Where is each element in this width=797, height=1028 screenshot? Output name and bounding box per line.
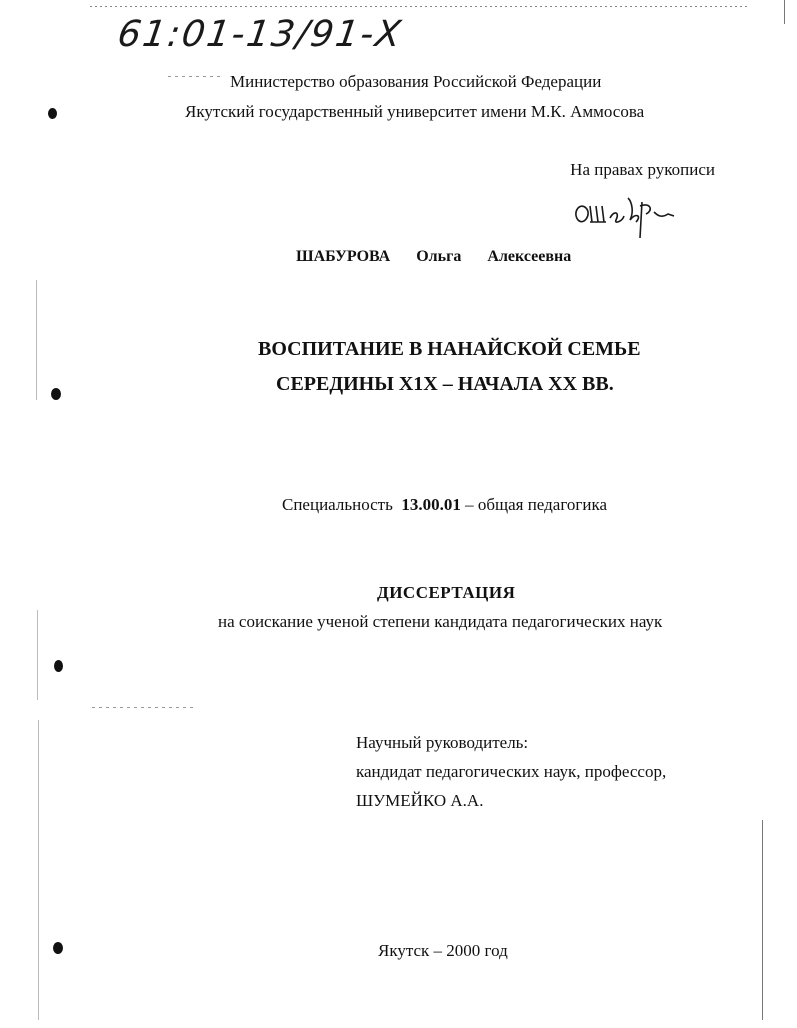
binding-hole-mark bbox=[51, 388, 61, 400]
signature-icon bbox=[570, 192, 680, 242]
binding-hole-mark bbox=[48, 108, 57, 119]
document-type: ДИССЕРТАЦИЯ bbox=[377, 583, 516, 602]
scan-top-rule bbox=[90, 6, 750, 7]
specialty-code: 13.00.01 bbox=[401, 495, 461, 514]
specialty-name: – общая педагогика bbox=[460, 495, 607, 514]
scan-edge-line bbox=[784, 0, 785, 24]
author-full-name bbox=[296, 248, 571, 266]
ministry-name: Министерство образования Российской Федерации bbox=[230, 72, 602, 91]
scan-dash-line bbox=[168, 76, 223, 77]
dissertation-title-line-1: ВОСПИТАНИЕ В НАНАЙСКОЙ СЕМЬЕ bbox=[258, 338, 641, 360]
supervisor-position: кандидат педагогических наук, профессор, bbox=[356, 762, 667, 781]
supervisor-name: ШУМЕЙКО А.А. bbox=[356, 791, 484, 810]
scan-edge-line bbox=[36, 280, 37, 400]
city-year: Якутск – 2000 год bbox=[378, 941, 508, 960]
scan-edge-line bbox=[37, 610, 38, 700]
binding-hole-mark bbox=[53, 942, 63, 954]
scan-edge-line bbox=[38, 720, 39, 1020]
author-surname: ШАБУРОВА bbox=[296, 248, 391, 265]
author-signature bbox=[570, 192, 680, 247]
supervisor-label: Научный руководитель: bbox=[356, 733, 529, 752]
binding-hole-mark bbox=[54, 660, 63, 672]
author-patronymic: Алексеевна bbox=[487, 248, 572, 265]
specialty-line bbox=[282, 495, 607, 515]
archive-code-handwritten: 61:01-13/91-Х bbox=[115, 14, 406, 55]
specialty-prefix: Специальность bbox=[282, 495, 393, 514]
degree-sought: на соискание ученой степени кандидата педагогических наук bbox=[218, 612, 663, 631]
author-first-name: Ольга bbox=[416, 248, 462, 265]
scan-dash-line bbox=[92, 707, 196, 708]
university-name: Якутский государственный университет имени М.К. Аммосова bbox=[185, 102, 645, 121]
dissertation-title-line-2: СЕРЕДИНЫ Х1Х – НАЧАЛА ХХ ВВ. bbox=[276, 373, 614, 395]
manuscript-rights-note: На правах рукописи bbox=[570, 160, 715, 179]
scan-edge-line bbox=[762, 820, 763, 1020]
